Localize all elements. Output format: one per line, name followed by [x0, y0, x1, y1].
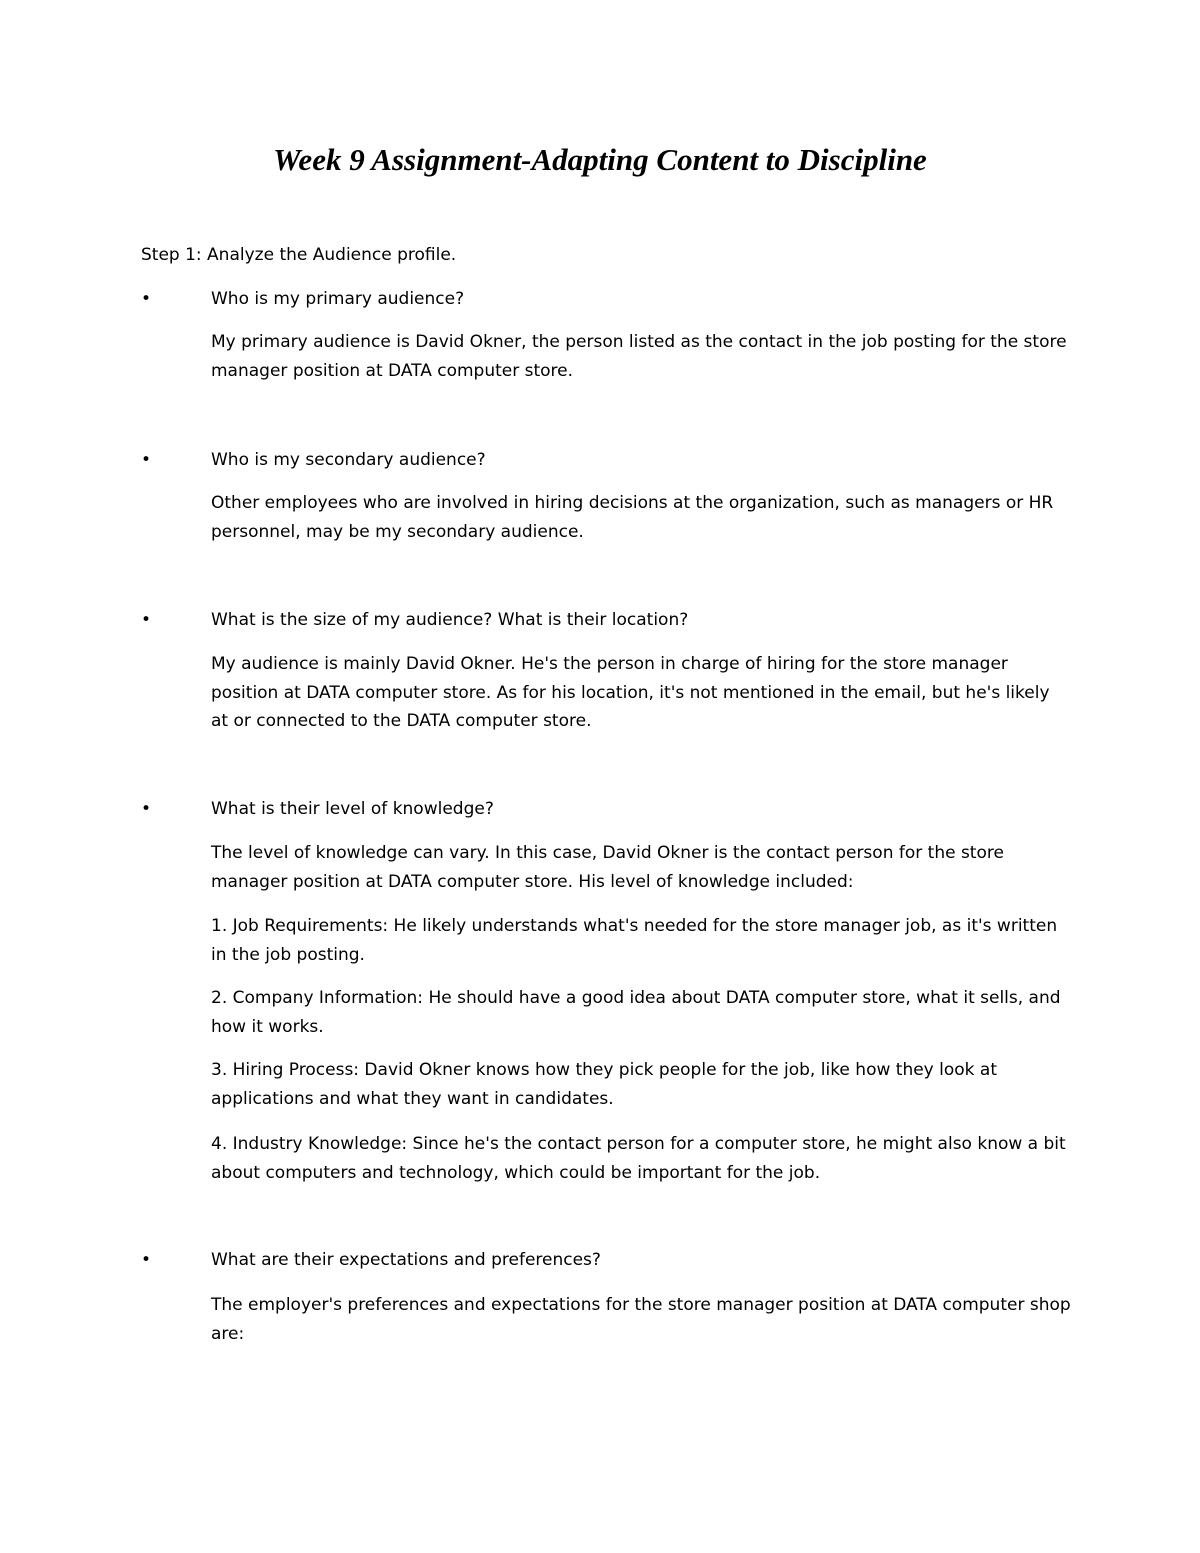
bullet-icon: •: [141, 610, 152, 630]
bullet-icon: •: [141, 799, 152, 819]
answer-text: The level of knowledge can vary. In this case, David Okner is the contact person for the store manager position at DATA computer store. His level of knowledge included:: [211, 843, 1004, 892]
list-item: 3. Hiring Process: David Okner knows how they pick people for the job, like how they look at applications and what they want in candidates.: [211, 1060, 997, 1109]
bullet-icon: •: [141, 450, 152, 470]
step-heading: Step 1: Analyze the Audience profile.: [141, 245, 457, 265]
answer-text: My audience is mainly David Okner. He's the person in charge of hiring for the store manager position at DATA computer store. As for his location, it's not mentioned in the email, but he's likely at or connected to the DATA computer store.: [211, 654, 1050, 731]
question-text: What is the size of my audience? What is their location?: [211, 610, 689, 630]
question-text: Who is my primary audience?: [211, 289, 465, 309]
answer-text: My primary audience is David Okner, the person listed as the contact in the job posting for the store manager position at DATA computer store.: [211, 332, 1067, 381]
list-item: 4. Industry Knowledge: Since he's the contact person for a computer store, he might also know a bit about computers and technology, which could be important for the job.: [211, 1134, 1066, 1183]
question-text: What is their level of knowledge?: [211, 799, 494, 819]
answer-text: The employer's preferences and expectations for the store manager position at DATA computer shop are:: [211, 1295, 1071, 1344]
list-item: 1. Job Requirements: He likely understands what's needed for the store manager job, as it's written in the job posting.: [211, 916, 1058, 965]
bullet-icon: •: [141, 1250, 152, 1270]
bullet-icon: •: [141, 289, 152, 309]
list-item: 2. Company Information: He should have a good idea about DATA computer store, what it sells, and how it works.: [211, 988, 1061, 1037]
answer-text: Other employees who are involved in hiring decisions at the organization, such as managers or HR personnel, may be my secondary audience.: [211, 493, 1054, 542]
question-text: Who is my secondary audience?: [211, 450, 486, 470]
question-text: What are their expectations and preferences?: [211, 1250, 601, 1270]
document-title: Week 9 Assignment-Adapting Content to Discipline: [273, 142, 927, 177]
